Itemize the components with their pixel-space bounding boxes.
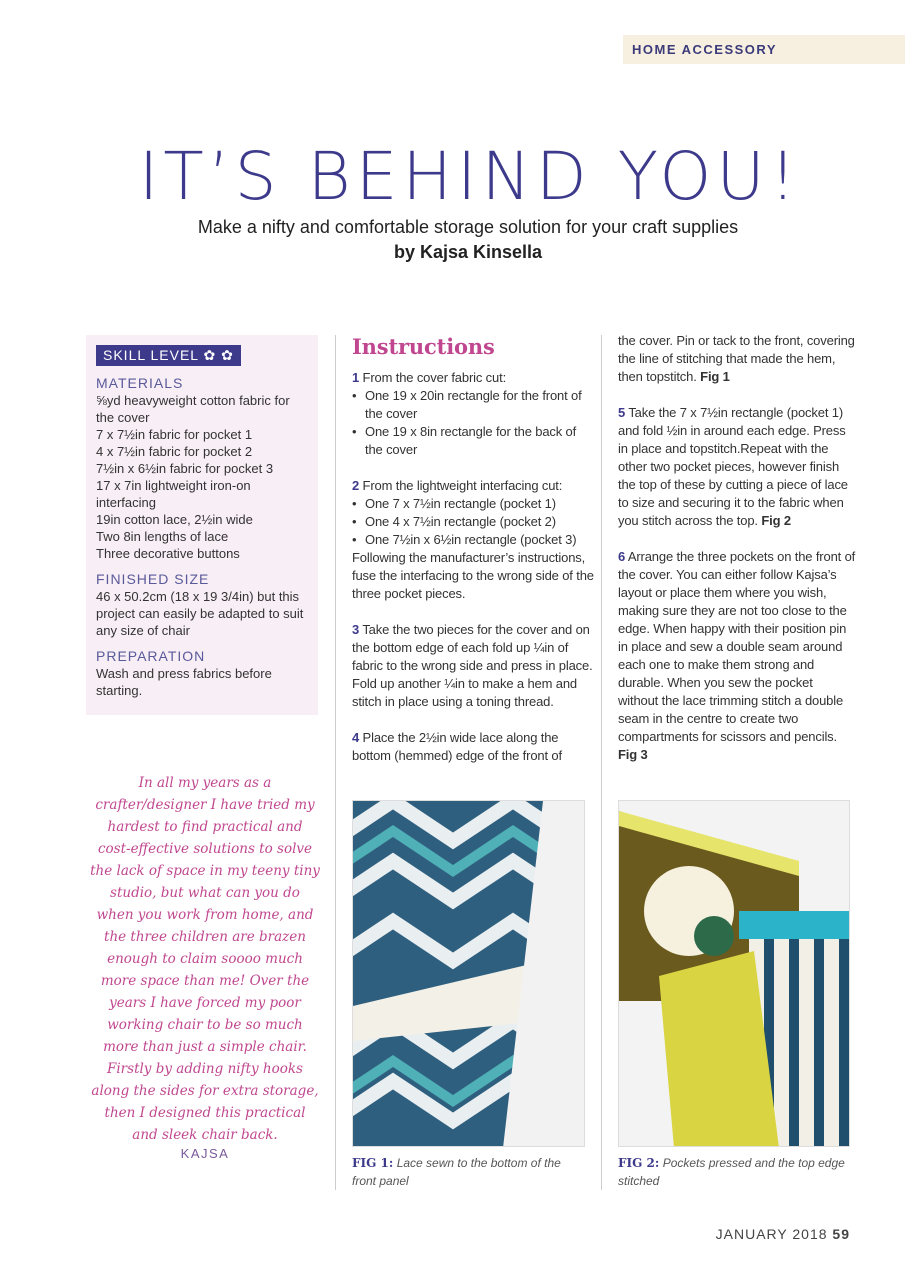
pockets-illustration <box>619 801 850 1147</box>
materials-box <box>86 335 318 715</box>
column-divider <box>601 335 602 1190</box>
preparation-text: Wash and press fabrics before starting. <box>96 666 272 698</box>
bullet-item: • One 19 x 8in rectangle for the back of the cover <box>352 423 594 459</box>
figure-2-caption <box>618 1154 854 1190</box>
figure-label: FIG 1: <box>352 1156 394 1170</box>
figure-1-photo <box>352 800 585 1147</box>
step-text: the cover. Pin or tack to the front, covering the line of stitching that made the hem, then topstitch. <box>618 333 855 384</box>
figure-label: FIG 2: <box>618 1156 660 1170</box>
material-item: Three decorative buttons <box>96 546 240 561</box>
step-number: 1 <box>352 370 360 385</box>
chevron-fabric-lace-illustration <box>353 801 585 1147</box>
step-5 <box>618 404 856 530</box>
column-divider <box>335 335 336 1190</box>
material-item: 7 x 7½in fabric for pocket 1 <box>96 427 253 442</box>
step-text: Place the 2½in wide lace along the bottom (hemmed) edge of the front of <box>352 730 562 763</box>
finished-size-heading: FINISHED SIZE <box>96 571 210 587</box>
step-text: From the cover fabric cut: <box>359 370 507 385</box>
byline: by Kajsa Kinsella <box>393 242 543 262</box>
step-4-continued <box>618 332 856 386</box>
instructions-column-2 <box>618 332 856 782</box>
issue-date: JANUARY 2018 <box>715 1226 828 1242</box>
step-text: Arrange the three pockets on the front of the cover. You can either follow Kajsa’s layout or place them where you wish, making sure they are not too close to the edge. When happy with their position pin in place and sew a double seam around each one to make them strong and durable. When you sew the pocket without the lace trimming stitch a double seam in the centre to create two compartments for scissors and pencils. <box>618 549 856 744</box>
step-text: Take the 7 x 7½in rectangle (pocket 1) and fold ½in in around each edge. Press in place and topstitch.Repeat with the other two pocket pieces, however finish the top of these by cutting a piece of lace to size and securing it to the fabric when you stitch across the top. <box>618 405 848 528</box>
material-item: Two 8in lengths of lace <box>96 529 229 544</box>
material-item: 17 x 7in lightweight iron-on interfacing <box>96 478 251 510</box>
step-2 <box>352 477 594 603</box>
step-6 <box>618 548 856 764</box>
material-item: ⅝yd heavyweight cotton fabric for the cover <box>96 393 290 425</box>
material-item: 7½in x 6½in fabric for pocket 3 <box>96 461 274 476</box>
step-number: 3 <box>352 622 360 637</box>
bullet-item: • One 4 x 7½in rectangle (pocket 2) <box>352 513 594 531</box>
section-tag: HOME ACCESSORY <box>623 35 905 64</box>
step-text: Take the two pieces for the cover and on the bottom edge of each fold up ¼in of fabric to the wrong side and press in place. Fold up another ¼in to make a hem and stitch in place using a toning thread. <box>352 622 593 709</box>
flower-icon: ✿ ✿ <box>203 347 234 363</box>
step-4 <box>352 729 594 765</box>
instructions-column-1 <box>352 333 594 765</box>
finished-size-text: 46 x 50.2cm (18 x 19 3/4in) but this project can easily be adapted to suit any size of chair <box>96 589 304 638</box>
page-footer <box>716 1226 850 1242</box>
quote-author: KAJSA <box>180 1146 230 1161</box>
step-number: 4 <box>352 730 360 745</box>
skill-label: SKILL LEVEL <box>103 347 199 363</box>
skill-level-badge <box>96 345 241 366</box>
figure-ref: Fig 1 <box>700 369 730 384</box>
material-item: 4 x 7½in fabric for pocket 2 <box>96 444 253 459</box>
subtitle: Make a nifty and comfortable storage solution for your craft supplies <box>197 217 739 237</box>
preparation-heading: PREPARATION <box>96 648 206 664</box>
page-title: IT’S BEHIND YOU! <box>138 138 802 215</box>
materials-heading: MATERIALS <box>96 375 184 391</box>
step-number: 6 <box>618 549 626 564</box>
caption-text: Lace sewn to the bottom of the front panel <box>352 1156 561 1188</box>
figure-1-caption <box>352 1154 588 1190</box>
step-text: From the lightweight interfacing cut: <box>359 478 563 493</box>
bullet-item: • One 7 x 7½in rectangle (pocket 1) <box>352 495 594 513</box>
figure-ref: Fig 2 <box>761 513 791 528</box>
instructions-heading: Instructions <box>352 334 495 359</box>
step-number: 5 <box>618 405 626 420</box>
bullet-item: • One 7½in x 6½in rectangle (pocket 3) <box>352 531 594 549</box>
materials-list <box>96 392 308 562</box>
figure-2-photo <box>618 800 850 1147</box>
figure-ref: Fig 3 <box>618 747 648 762</box>
bullet-item: • One 19 x 20in rectangle for the front of the cover <box>352 387 594 423</box>
step-number: 2 <box>352 478 360 493</box>
caption-text: Pockets pressed and the top edge stitched <box>618 1156 845 1188</box>
material-item: 19in cotton lace, 2½in wide <box>96 512 253 527</box>
step-text: Following the manufacturer’s instructions, fuse the interfacing to the wrong side of the three pocket pieces. <box>352 550 594 601</box>
step-1 <box>352 369 594 459</box>
pull-quote: In all my years as a crafter/designer I have tried my hardest to find practical and cost-effective solutions to solve the lack of space in my teeny tiny studio, but what can you do when you work from home, and the three children are brazen enough to claim soooo much more space than me! Over the years I have forced my poor working chair to be so much more than just a simple chair. Firstly by adding nifty hooks along the sides for extra storage, then I designed this practical and sleek chair back. <box>90 775 320 1143</box>
step-3 <box>352 621 594 711</box>
page-number: 59 <box>832 1226 850 1242</box>
